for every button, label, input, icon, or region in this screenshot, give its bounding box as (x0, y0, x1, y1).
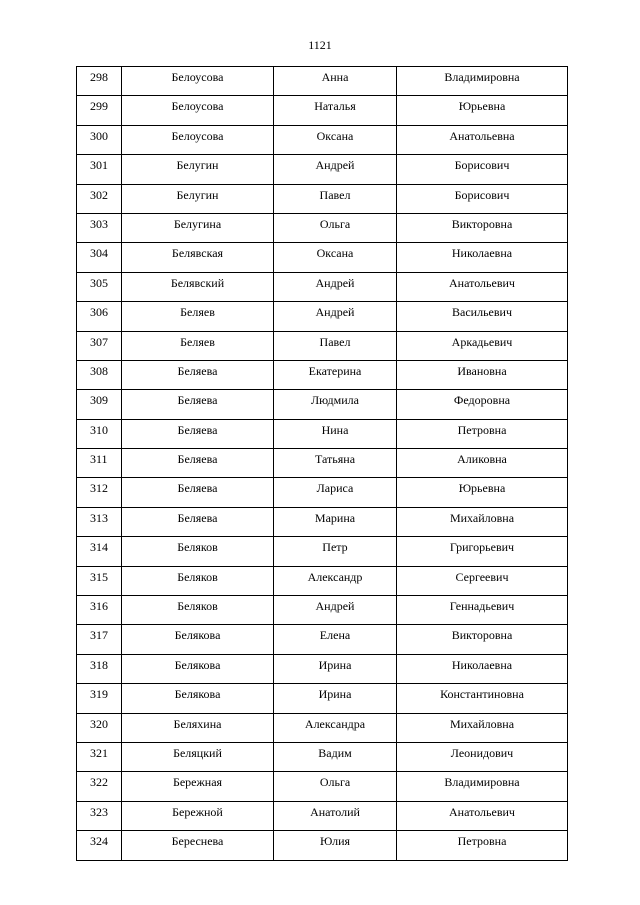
patronymic: Васильевич (452, 305, 512, 320)
last-name: Беляков (177, 599, 218, 614)
last-name: Белякова (174, 657, 221, 672)
row-number: 308 (90, 363, 108, 378)
patronymic-cell (397, 713, 568, 742)
first-name-cell (274, 302, 397, 331)
first-name: Людмила (311, 393, 359, 408)
patronymic-cell (397, 742, 568, 771)
last-name: Белугин (176, 187, 219, 202)
row-number: 304 (90, 246, 108, 261)
row-number: 302 (90, 187, 108, 202)
last-name-cell (122, 713, 274, 742)
last-name: Беляев (180, 334, 215, 349)
patronymic-cell (397, 272, 568, 301)
table-row (77, 831, 568, 860)
first-name-cell (274, 772, 397, 801)
last-name-cell (122, 184, 274, 213)
row-number-cell (77, 537, 122, 566)
last-name-cell (122, 831, 274, 860)
patronymic-cell (397, 478, 568, 507)
row-number-cell (77, 360, 122, 389)
row-number-cell (77, 331, 122, 360)
last-name: Беляков (177, 569, 218, 584)
patronymic-cell (397, 390, 568, 419)
row-number-cell (77, 566, 122, 595)
patronymic: Григорьевич (449, 540, 515, 555)
last-name: Беляхина (173, 716, 222, 731)
last-name-cell (122, 596, 274, 625)
last-name: Беляева (177, 393, 218, 408)
last-name: Беляева (177, 422, 218, 437)
row-number: 306 (90, 305, 108, 320)
patronymic-cell (397, 654, 568, 683)
patronymic: Михайловна (449, 716, 515, 731)
row-number-cell (77, 507, 122, 536)
row-number: 307 (90, 334, 108, 349)
row-number-cell (77, 419, 122, 448)
table-row (77, 449, 568, 478)
last-name: Беляева (177, 363, 218, 378)
table-row (77, 713, 568, 742)
last-name-cell (122, 96, 274, 125)
patronymic: Леонидович (450, 745, 514, 760)
first-name: Ольга (319, 775, 351, 790)
table-row (77, 390, 568, 419)
table-row (77, 67, 568, 96)
patronymic: Анатольевич (449, 804, 515, 819)
first-name-cell (274, 125, 397, 154)
first-name: Оксана (316, 128, 354, 143)
table-row (77, 507, 568, 536)
last-name: Белугин (176, 158, 219, 173)
first-name: Марина (314, 510, 356, 525)
patronymic: Петровна (457, 834, 507, 849)
first-name-cell (274, 566, 397, 595)
first-name: Екатерина (308, 363, 362, 378)
patronymic-cell (397, 684, 568, 713)
row-number-cell (77, 67, 122, 96)
patronymic: Аликовна (457, 452, 507, 467)
first-name: Елена (319, 628, 351, 643)
last-name-cell (122, 243, 274, 272)
first-name: Ирина (318, 687, 352, 702)
last-name: Белякова (174, 628, 221, 643)
row-number-cell (77, 390, 122, 419)
last-name-cell (122, 360, 274, 389)
first-name: Анна (321, 70, 349, 84)
first-name-cell (274, 801, 397, 830)
first-name-cell (274, 713, 397, 742)
table-row (77, 801, 568, 830)
patronymic: Викторовна (451, 628, 513, 643)
row-number: 323 (90, 804, 108, 819)
first-name-cell (274, 654, 397, 683)
first-name: Александра (304, 716, 366, 731)
first-name: Лариса (316, 481, 354, 496)
table-row (77, 478, 568, 507)
row-number: 301 (90, 158, 108, 173)
patronymic-cell (397, 419, 568, 448)
first-name-cell (274, 742, 397, 771)
row-number: 298 (90, 70, 108, 84)
row-number-cell (77, 155, 122, 184)
last-name: Беляева (177, 452, 218, 467)
first-name: Наталья (314, 99, 356, 114)
table-row (77, 184, 568, 213)
patronymic-cell (397, 125, 568, 154)
first-name: Павел (319, 334, 351, 349)
first-name: Юлия (319, 834, 351, 849)
patronymic: Аркадьевич (451, 334, 513, 349)
patronymic-cell (397, 213, 568, 242)
last-name-cell (122, 625, 274, 654)
row-number: 324 (90, 834, 108, 849)
row-number: 322 (90, 775, 108, 790)
table-row (77, 272, 568, 301)
last-name-cell (122, 449, 274, 478)
row-number: 320 (90, 716, 108, 731)
first-name-cell (274, 625, 397, 654)
last-name: Белугина (173, 216, 222, 231)
first-name-cell (274, 478, 397, 507)
last-name-cell (122, 419, 274, 448)
row-number: 305 (90, 275, 108, 290)
patronymic: Юрьевна (458, 481, 506, 496)
row-number-cell (77, 213, 122, 242)
last-name-cell (122, 213, 274, 242)
row-number-cell (77, 625, 122, 654)
last-name-cell (122, 654, 274, 683)
patronymic: Борисович (454, 158, 510, 173)
last-name-cell (122, 125, 274, 154)
last-name: Белоусова (171, 70, 224, 84)
last-name: Белоусова (171, 128, 224, 143)
row-number-cell (77, 272, 122, 301)
page-number: 1121 (308, 38, 332, 52)
patronymic-cell (397, 772, 568, 801)
row-number-cell (77, 831, 122, 860)
last-name-cell (122, 331, 274, 360)
first-name-cell (274, 537, 397, 566)
patronymic: Петровна (457, 422, 507, 437)
patronymic-cell (397, 331, 568, 360)
row-number-cell (77, 478, 122, 507)
first-name: Ольга (319, 216, 351, 231)
row-number-cell (77, 596, 122, 625)
last-name: Беляева (177, 481, 218, 496)
patronymic: Владимировна (444, 70, 520, 84)
patronymic-cell (397, 831, 568, 860)
first-name-cell (274, 360, 397, 389)
table-row (77, 772, 568, 801)
row-number: 318 (90, 657, 108, 672)
last-name: Белявский (170, 275, 225, 290)
last-name: Береснева (171, 834, 224, 849)
first-name: Ирина (318, 657, 352, 672)
row-number-cell (77, 449, 122, 478)
patronymic-cell (397, 449, 568, 478)
last-name: Беляев (180, 305, 215, 320)
last-name-cell (122, 537, 274, 566)
patronymic-cell (397, 537, 568, 566)
table-row (77, 419, 568, 448)
row-number-cell (77, 713, 122, 742)
patronymic: Константиновна (440, 687, 524, 702)
last-name-cell (122, 684, 274, 713)
row-number-cell (77, 125, 122, 154)
row-number: 313 (90, 510, 108, 525)
row-number: 314 (90, 540, 108, 555)
patronymic-cell (397, 243, 568, 272)
roster-table (76, 66, 568, 861)
patronymic-cell (397, 184, 568, 213)
patronymic: Анатольевич (449, 275, 515, 290)
first-name-cell (274, 831, 397, 860)
patronymic: Геннадьевич (449, 599, 515, 614)
patronymic-cell (397, 67, 568, 96)
patronymic-cell (397, 360, 568, 389)
first-name: Андрей (315, 305, 355, 320)
table-row (77, 155, 568, 184)
table-row (77, 331, 568, 360)
row-number-cell (77, 302, 122, 331)
first-name-cell (274, 213, 397, 242)
first-name-cell (274, 96, 397, 125)
patronymic: Николаевна (451, 657, 513, 672)
row-number: 300 (90, 128, 108, 143)
row-number-cell (77, 801, 122, 830)
patronymic: Михайловна (449, 510, 515, 525)
last-name: Бережная (172, 775, 223, 790)
first-name: Вадим (318, 745, 352, 760)
first-name-cell (274, 272, 397, 301)
first-name-cell (274, 596, 397, 625)
patronymic: Анатольевна (449, 128, 515, 143)
last-name-cell (122, 507, 274, 536)
patronymic: Борисович (454, 187, 510, 202)
last-name: Белякова (174, 687, 221, 702)
row-number-cell (77, 654, 122, 683)
first-name: Петр (322, 540, 348, 555)
first-name-cell (274, 449, 397, 478)
table-row (77, 596, 568, 625)
first-name-cell (274, 184, 397, 213)
row-number: 315 (90, 569, 108, 584)
patronymic-cell (397, 596, 568, 625)
table-row (77, 566, 568, 595)
patronymic-cell (397, 96, 568, 125)
first-name: Александр (307, 569, 363, 584)
patronymic: Владимировна (444, 775, 520, 790)
table-row (77, 742, 568, 771)
last-name: Беляков (177, 540, 218, 555)
first-name: Анатолий (310, 804, 360, 819)
last-name-cell (122, 67, 274, 96)
row-number: 310 (90, 422, 108, 437)
table-row (77, 625, 568, 654)
last-name: Бережной (172, 804, 223, 819)
last-name-cell (122, 272, 274, 301)
patronymic: Ивановна (457, 363, 507, 378)
row-number: 319 (90, 687, 108, 702)
table-row (77, 243, 568, 272)
first-name: Андрей (315, 275, 355, 290)
first-name-cell (274, 243, 397, 272)
patronymic-cell (397, 801, 568, 830)
first-name-cell (274, 507, 397, 536)
patronymic-cell (397, 625, 568, 654)
patronymic-cell (397, 302, 568, 331)
table-row (77, 213, 568, 242)
row-number: 309 (90, 393, 108, 408)
row-number-cell (77, 184, 122, 213)
row-number: 312 (90, 481, 108, 496)
first-name: Оксана (316, 246, 354, 261)
last-name-cell (122, 566, 274, 595)
row-number: 303 (90, 216, 108, 231)
first-name: Нина (321, 422, 349, 437)
last-name: Беляцкий (173, 745, 222, 760)
first-name-cell (274, 390, 397, 419)
last-name: Белоусова (171, 99, 224, 114)
first-name-cell (274, 331, 397, 360)
table-row (77, 654, 568, 683)
last-name-cell (122, 302, 274, 331)
row-number-cell (77, 772, 122, 801)
table-row (77, 684, 568, 713)
first-name: Андрей (315, 158, 355, 173)
first-name: Татьяна (314, 452, 356, 467)
first-name: Андрей (315, 599, 355, 614)
last-name: Белявская (171, 246, 224, 261)
first-name-cell (274, 155, 397, 184)
table-row (77, 96, 568, 125)
row-number-cell (77, 684, 122, 713)
row-number-cell (77, 243, 122, 272)
row-number: 316 (90, 599, 108, 614)
patronymic-cell (397, 566, 568, 595)
row-number-cell (77, 742, 122, 771)
patronymic: Викторовна (451, 216, 513, 231)
table-row (77, 125, 568, 154)
table-row (77, 302, 568, 331)
last-name-cell (122, 155, 274, 184)
row-number: 299 (90, 99, 108, 114)
last-name-cell (122, 772, 274, 801)
row-number: 321 (90, 745, 108, 760)
last-name-cell (122, 478, 274, 507)
last-name-cell (122, 742, 274, 771)
row-number-cell (77, 96, 122, 125)
patronymic-cell (397, 155, 568, 184)
patronymic: Николаевна (451, 246, 513, 261)
patronymic: Федоровна (453, 393, 511, 408)
row-number: 317 (90, 628, 108, 643)
table-row (77, 360, 568, 389)
last-name: Беляева (177, 510, 218, 525)
first-name-cell (274, 684, 397, 713)
last-name-cell (122, 801, 274, 830)
last-name-cell (122, 390, 274, 419)
table-row (77, 537, 568, 566)
row-number: 311 (90, 452, 108, 467)
patronymic: Сергеевич (455, 569, 509, 584)
roster-body (77, 67, 568, 861)
first-name-cell (274, 67, 397, 96)
patronymic: Юрьевна (458, 99, 506, 114)
first-name-cell (274, 419, 397, 448)
patronymic-cell (397, 507, 568, 536)
first-name: Павел (319, 187, 351, 202)
